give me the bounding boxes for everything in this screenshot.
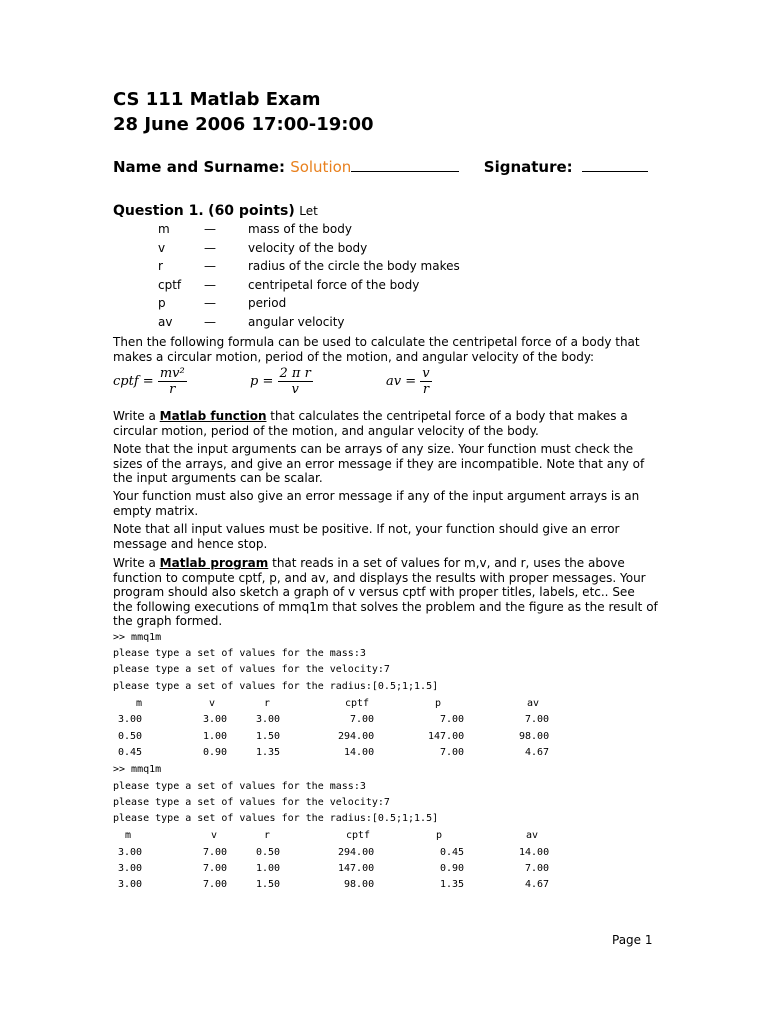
name-underline — [351, 171, 459, 172]
table-cell: 0.50 — [118, 731, 143, 742]
table-cell: 1.50 — [256, 879, 281, 890]
table-cell: 0.50 — [256, 847, 281, 858]
matlab-function-emphasis: Matlab function — [159, 409, 267, 423]
question-heading — [113, 203, 318, 219]
table-header: p — [435, 698, 442, 709]
table-cell: 1.35 — [440, 879, 465, 890]
table-cell: 98.00 — [519, 731, 550, 742]
table-cell: 147.00 — [428, 731, 465, 742]
matlab-program-emphasis: Matlab program — [159, 556, 269, 570]
table-cell: 0.90 — [203, 747, 228, 758]
run1-prompt: >> mmq1m — [113, 632, 162, 643]
question-label: Question 1. — [113, 203, 204, 219]
table-header: v — [209, 698, 216, 709]
formula-cptf: cptf = $\frac{\text{mv²}}{r}$ — [113, 366, 185, 397]
run2-input-mass: please type a set of values for the mass:3 — [113, 781, 366, 792]
name-label: Name and Surname: — [113, 158, 285, 176]
table-cell: 7.00 — [203, 879, 228, 890]
table-cell: 7.00 — [440, 747, 465, 758]
run2-input-radius: please type a set of values for the radius:[0.5;1;1.5] — [113, 813, 439, 824]
table-cell: 147.00 — [338, 863, 375, 874]
table-header: p — [436, 830, 443, 841]
table-cell: 7.00 — [350, 714, 375, 725]
signature-label: Signature: — [483, 158, 573, 176]
table-cell: 3.00 — [118, 879, 143, 890]
run1-input-velocity: please type a set of values for the velocity:7 — [113, 664, 390, 675]
exam-page: CS 111 Matlab Exam 28 June 2006 17:00-19:00 Name and Surname: Solution Signature: Question 1. (60 points) Let m — mass of the body v — velocity of the body r — radius of the circle the body makes cptf — centripetal force of the body p — period av — angular velocity Then the following formula can be used to calculate the centripetal force of a body that makes a circular motion, period of the motion, and angular velocity of the body: cptf = $\frac{\text{mv²}}{r}$ p = $\frac{\text{2 π r}}{v}$ av = $\frac{v}{r}$ Write a Matlab function that calculates the centripetal force of a body that makes a circular motion, period of the motion, and angular velocity of the body. Note that the input arguments can be arrays of any size. Your function must check the sizes of the arrays, and give an error message if they are incompatible. Note that any of the input arguments can be scalar. Your function must also give an error message if any of the input argument arrays is an empty matrix. Note that all input values must be positive. If not, your function should give an error message and hence stop. Write a Matlab program that reads in a set of values for m,v, and r, uses the above function to compute cptf, p, and av, and displays the results with proper messages. Your program should also sketch a graph of v versus cptf with proper titles, labels, etc.. See the following executions of mmq1m that solves the problem and the figure as the result of the graph formed. >> mmq1m please type a set of values for the mass:3 please type a set of values for the velocity:7 please type a set of values for the radius:[0.5;1;1.5] m v r cptf p av 3.00 3.00 3.00 7.00 7.00 7.00 0.50 1.00 1.50 294.00 147.00 98.00 0.45 0.90 1.35 14.00 7.00 4.67 >> mmq1m please type a set of values for the mass:3 please type a set of values for the velocity:7 please type a set of values for the radius:[0.5;1;1.5] m v r cptf p av 3.00 7.00 0.50 294.00 0.45 14.00 3.00 7.00 1.00 147.00 0.90 7.00 3.00 7.00 1.50 98.00 1.35 4.67 Page 1 — [113, 89, 658, 947]
table-cell: 7.00 — [203, 847, 228, 858]
table-header: v — [211, 830, 218, 841]
run2-input-velocity: please type a set of values for the velocity:7 — [113, 797, 390, 808]
table-cell: 1.35 — [256, 747, 281, 758]
table-header: m — [136, 698, 143, 709]
table-cell: 4.67 — [525, 879, 550, 890]
table-cell: 14.00 — [344, 747, 375, 758]
name-signature-row — [113, 158, 648, 176]
table-cell: 294.00 — [338, 731, 375, 742]
formula-intro: Then the following formula can be used to calculate the centripetal force of a body that makes a circular motion, period of the motion, and angular velocity of the body: — [113, 335, 640, 364]
table-cell: 0.45 — [118, 747, 143, 758]
formula-period: p = $\frac{\text{2 π r}}{v}$ — [250, 366, 311, 397]
run1-input-mass: please type a set of values for the mass:3 — [113, 648, 366, 659]
paragraph-array-sizes: Note that the input arguments can be arrays of any size. Your function must check the sizes of the arrays, and give an error message if they are incompatible. Note that any of the input arguments can be scalar. — [113, 442, 645, 485]
table-cell: 7.00 — [525, 714, 550, 725]
table-cell: 294.00 — [338, 847, 375, 858]
paragraph-empty-matrix: Your function must also give an error message if any of the input argument arrays is an empty matrix. — [113, 489, 640, 518]
paragraph-positive-values: Note that all input values must be positive. If not, your function should give an error message and hence stop. — [113, 522, 620, 551]
table-cell: 3.00 — [118, 863, 143, 874]
table-cell: 4.67 — [525, 747, 550, 758]
run2-prompt: >> mmq1m — [113, 764, 162, 775]
table-header: r — [264, 698, 271, 709]
run1-input-radius: please type a set of values for the radius:[0.5;1;1.5] — [113, 681, 439, 692]
table-cell: 3.00 — [118, 847, 143, 858]
table-cell: 98.00 — [344, 879, 375, 890]
page-number: Page 1 — [612, 933, 653, 947]
question-points: (60 points) — [208, 203, 295, 219]
table-header: r — [264, 830, 271, 841]
table-cell: 7.00 — [203, 863, 228, 874]
table-cell: 3.00 — [203, 714, 228, 725]
table-cell: 0.90 — [440, 863, 465, 874]
table-cell: 0.45 — [440, 847, 465, 858]
question-let: Let — [299, 204, 318, 218]
table-cell: 1.00 — [256, 863, 281, 874]
table-cell: 3.00 — [118, 714, 143, 725]
exam-title: CS 111 Matlab Exam — [113, 89, 321, 110]
table-header: cptf — [346, 830, 371, 841]
name-value: Solution — [290, 158, 352, 176]
table-cell: 3.00 — [256, 714, 281, 725]
table-header: m — [125, 830, 132, 841]
exam-date: 28 June 2006 17:00-19:00 — [113, 114, 374, 135]
formula-angular-velocity: av = $\frac{v}{r}$ — [386, 366, 430, 397]
table-cell: 1.00 — [203, 731, 228, 742]
table-header: cptf — [345, 698, 370, 709]
table-header: av — [527, 698, 540, 709]
table-cell: 1.50 — [256, 731, 281, 742]
paragraph-function: Write a Matlab function that calculates the centripetal force of a body that makes a circular motion, period of the motion, and angular velocity of the body. — [113, 409, 628, 438]
table-cell: 14.00 — [519, 847, 550, 858]
table-header: av — [526, 830, 539, 841]
table-cell: 7.00 — [440, 714, 465, 725]
paragraph-program: Write a Matlab program that reads in a set of values for m,v, and r, uses the above function to compute cptf, p, and av, and displays the results with proper messages. Your program should also sketch a graph of v versus cptf with proper titles, labels, etc.. See the following executions of mmq1m that solves the problem and the figure as the result of the graph formed. — [113, 556, 658, 628]
table-cell: 7.00 — [525, 863, 550, 874]
signature-underline — [582, 171, 648, 172]
